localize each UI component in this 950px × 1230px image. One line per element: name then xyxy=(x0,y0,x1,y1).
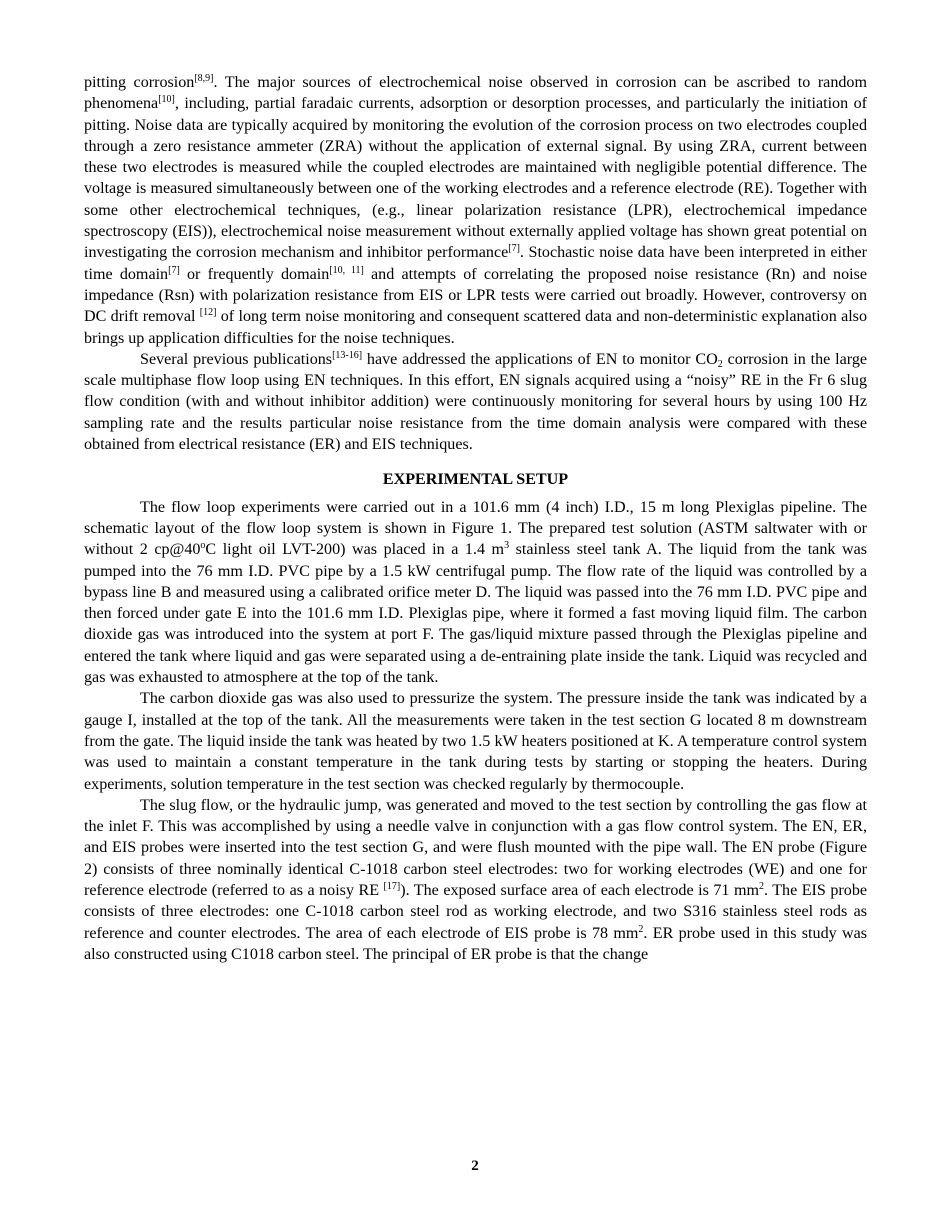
text-run: ). The exposed surface area of each electrode is 71 mm xyxy=(400,881,759,899)
text-run: of long term noise monitoring and consequent scattered data and non-deterministic explanation also brings up application difficulties for the noise techniques. xyxy=(84,308,867,347)
subscript: 2 xyxy=(717,358,723,370)
citation: [13-16] xyxy=(332,349,363,361)
text-run: corrosion in the large scale multiphase flow loop using EN techniques. In this effort, EN signals acquired using a “noisy” RE in the Fr 6 slug flow condition (with and without inhibitor addition) were continuously monitoring for several hours by using 100 Hz sampling rate and the results particular noise resistance from the time domain analysis were compared with these obtained from electrical resistance (ER) and EIS techniques. xyxy=(84,350,868,454)
text-run: have addressed the applications of EN to monitor CO xyxy=(362,350,718,368)
page-number: 2 xyxy=(471,1158,479,1174)
text-run: The carbon dioxide gas was also used to pressurize the system. The pressure inside the tank was indicated by a gauge I, installed at the top of the tank. All the measurements were taken in the test section G located 8 m downstream from the gate. The liquid inside the tank was heated by two 1.5 kW heaters positioned at K. A temperature control system was used to maintain a constant temperature in the tank during tests by starting or stopping the heaters. During experiments, solution temperature in the test section was checked regularly by thermocouple. xyxy=(84,690,867,793)
text-run: The slug flow, or the hydraulic jump, was generated and moved to the test section by controlling the gas flow at the inlet F. This was accomplished by using a needle valve in conjunction with a gas flow control system. The EN, ER, and EIS probes were inserted into the test section G, and were flush mounted with the pipe wall. The EN probe (Figure 2) consists of three nominally identical C-1018 carbon steel electrodes: two for working electrodes (WE) and one for reference electrode (referred to as a noisy RE xyxy=(84,796,867,899)
text-run: stainless steel tank A. The liquid from the tank was pumped into the 76 mm I.D. PVC pipe by a 1.5 kW centrifugal pump. The flow rate of the liquid was controlled by a bypass line B and measured using a calibrated orifice meter D. The liquid was passed into the 76 mm I.D. PVC pipe and then forced under gate E into the 101.6 mm I.D. Plexiglas pipe, where it formed a fast moving liquid film. The carbon dioxide gas was introduced into the system at port F. The gas/liquid mixture passed through the Plexiglas pipeline and entered the tank where liquid and gas were separated using a de-entraining plate inside the tank. Liquid was recycled and gas was exhausted to atmosphere at the top of the tank. xyxy=(84,541,867,687)
citation: [10] xyxy=(158,94,175,106)
text-run: Several previous publications xyxy=(140,350,333,368)
paragraph-intro-continued xyxy=(84,72,867,349)
citation: [7] xyxy=(508,243,520,255)
superscript: 3 xyxy=(504,540,510,552)
text-run: . The major sources of electrochemical noise observed in corrosion can be ascribed to random phenomena xyxy=(84,74,867,113)
text-run: The flow loop experiments were carried out in a 101.6 mm (4 inch) I.D., 15 m long Plexiglas pipeline. The schematic layout of the flow loop system is shown in Figure 1. The prepared test solution (ASTM saltwater with or without 2 cp@40 xyxy=(84,498,867,559)
superscript: 2 xyxy=(758,880,764,892)
citation: [8,9] xyxy=(194,73,214,84)
text-run: . ER probe used in this study was also constructed using C1018 carbon steel. The principal of ER probe is that the change xyxy=(84,924,868,963)
text-run: . Stochastic noise data have been interpreted in either time domain xyxy=(84,244,867,283)
text-run: or frequently domain xyxy=(179,265,330,283)
paragraph-slug-flow xyxy=(84,795,867,965)
paragraph-pressurize xyxy=(84,688,867,794)
superscript: o xyxy=(200,540,206,552)
document-body xyxy=(84,72,867,965)
citation: [17] xyxy=(383,880,401,892)
text-run: and attempts of correlating the proposed noise resistance (Rn) and noise impedance (Rsn) with polarization resistance from EIS or LPR tests were carried out broadly. However, controversy on DC drift removal xyxy=(84,265,867,326)
citation: [12] xyxy=(199,307,217,319)
superscript: 2 xyxy=(638,923,644,935)
section-heading: EXPERIMENTAL SETUP xyxy=(382,471,569,489)
text-run: pitting corrosion xyxy=(84,74,195,91)
text-run: C light oil LVT-200) was placed in a 1.4 m xyxy=(205,541,505,559)
citation: [7] xyxy=(168,264,180,276)
text-run: , including, partial faradaic currents, adsorption or desorption processes, and particularly the initiation of pitting. Noise data are typically acquired by monitoring the evolution of the corrosion process on two electrodes coupled through a zero resistance ammeter (ZRA) without the application of external signal. By using ZRA, current between these two electrodes is measured while the coupled electrodes are maintained with negligible potential difference. The voltage is measured simultaneously between one of the working electrodes and a reference electrode (RE). Together with some other electrochemical techniques, (e.g., linear polarization resistance (LPR), electrochemical impedance spectroscopy (EIS)), electrochemical noise measurement without externally applied voltage has shown great potential on investigating the corrosion mechanism and inhibitor performance xyxy=(84,95,867,262)
text-run: . The EIS probe consists of three electrodes: one C-1018 carbon steel rod as working electrode, and two S316 stainless steel rods as reference and counter electrodes. The area of each electrode of EIS probe is 78 mm xyxy=(84,881,868,942)
paragraph-previous-publications xyxy=(84,349,867,455)
paragraph-flow-loop xyxy=(84,497,867,689)
citation: [10, 11] xyxy=(329,264,364,276)
